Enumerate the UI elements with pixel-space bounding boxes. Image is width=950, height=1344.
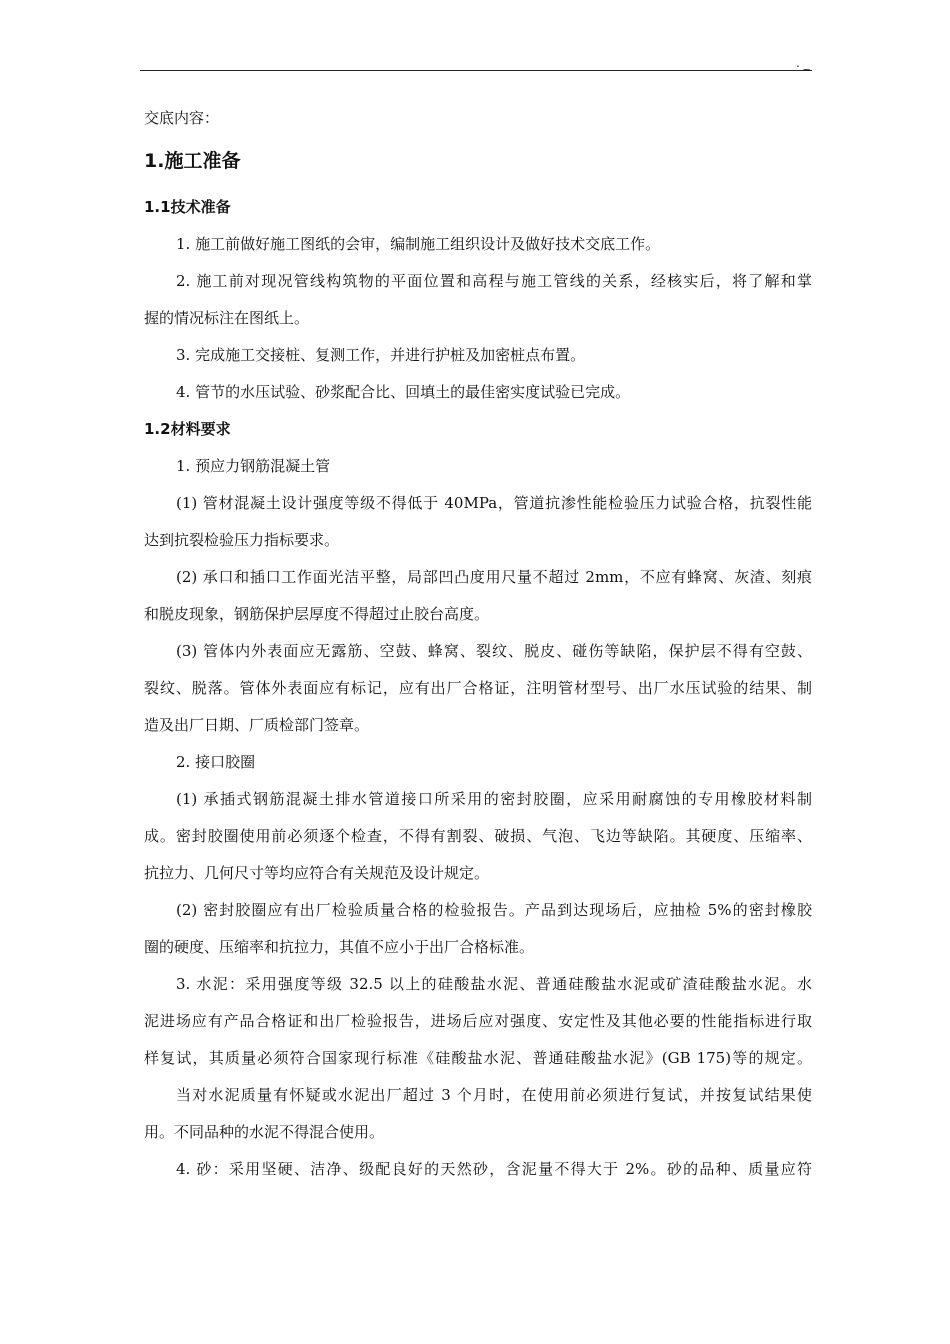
paragraph-continuation: 样复试，其质量必须符合国家现行标准《硅酸盐水泥、普通硅酸盐水泥》(GB 175)等的规定。 <box>144 1049 812 1067</box>
paragraph: 当对水泥质量有怀疑或水泥出厂超过 3 个月时，在使用前必须进行复试，并按复试结果使 <box>176 1086 812 1104</box>
intro-label: 交底内容： <box>144 109 220 127</box>
paragraph: (1) 管材混凝土设计强度等级不得低于 40MPa，管道抗渗性能检验压力试验合格，抗裂性能 <box>176 494 812 512</box>
paragraph-continuation: 和脱皮现象，钢筋保护层厚度不得超过止胶台高度。 <box>144 605 490 623</box>
paragraph-continuation: 抗拉力、几何尺寸等均应符合有关规范及设计规定。 <box>144 864 490 882</box>
paragraph-continuation: 用。不同品种的水泥不得混合使用。 <box>144 1123 385 1141</box>
paragraph-continuation: 裂纹、脱落。管体外表面应有标记，应有出厂合格证，注明管材型号、出厂水压试验的结果、制 <box>144 679 812 697</box>
document-body <box>144 100 812 1188</box>
paragraph: 4. 管节的水压试验、砂浆配合比、回填土的最佳密实度试验已完成。 <box>176 383 631 401</box>
paragraph-continuation: 成。密封胶圈使用前必须逐个检查，不得有割裂、破损、气泡、飞边等缺陷。其硬度、压缩率、 <box>144 827 812 845</box>
header-mark: . _ <box>796 56 810 70</box>
paragraph-continuation: 握的情况标注在图纸上。 <box>144 309 310 327</box>
subsection-title-materials: 1.2材料要求 <box>144 420 231 438</box>
paragraph: 1. 预应力钢筋混凝土管 <box>176 457 331 475</box>
paragraph: 4. 砂：采用坚硬、洁净、级配良好的天然砂，含泥量不得大于 2%。砂的品种、质量应符 <box>176 1160 812 1178</box>
paragraph: 3. 完成施工交接桩、复测工作，并进行护桩及加密桩点布置。 <box>176 346 586 364</box>
paragraph: 3. 水泥：采用强度等级 32.5 以上的硅酸盐水泥、普通硅酸盐水泥或矿渣硅酸盐水泥。水 <box>176 975 812 993</box>
paragraph-continuation: 造及出厂日期、厂质检部门签章。 <box>144 716 370 734</box>
section-title: 1.施工准备 <box>144 150 241 172</box>
paragraph: (2) 密封胶圈应有出厂检验质量合格的检验报告。产品到达现场后，应抽检 5%的密封橡胶 <box>176 901 812 919</box>
subsection-title-technical: 1.1技术准备 <box>144 198 231 216</box>
paragraph: 2. 接口胶圈 <box>176 753 256 771</box>
paragraph-continuation: 泥进场应有产品合格证和出厂检验报告，进场后应对强度、安定性及其他必要的性能指标进行取 <box>144 1012 812 1030</box>
paragraph-continuation: 达到抗裂检验压力指标要求。 <box>144 531 340 549</box>
header-rule <box>140 70 812 71</box>
paragraph-continuation: 圈的硬度、压缩率和抗拉力，其值不应小于出厂合格标准。 <box>144 938 535 956</box>
paragraph: (2) 承口和插口工作面光洁平整，局部凹凸度用尺量不超过 2mm，不应有蜂窝、灰渣、刻痕 <box>176 568 812 586</box>
paragraph: (3) 管体内外表面应无露筋、空鼓、蜂窝、裂纹、脱皮、碰伤等缺陷，保护层不得有空鼓、 <box>176 642 812 660</box>
paragraph: 1. 施工前做好施工图纸的会审，编制施工组织设计及做好技术交底工作。 <box>176 235 661 253</box>
paragraph: 2. 施工前对现况管线构筑物的平面位置和高程与施工管线的关系，经核实后，将了解和掌 <box>176 272 812 290</box>
paragraph: (1) 承插式钢筋混凝土排水管道接口所采用的密封胶圈，应采用耐腐蚀的专用橡胶材料制 <box>176 790 812 808</box>
